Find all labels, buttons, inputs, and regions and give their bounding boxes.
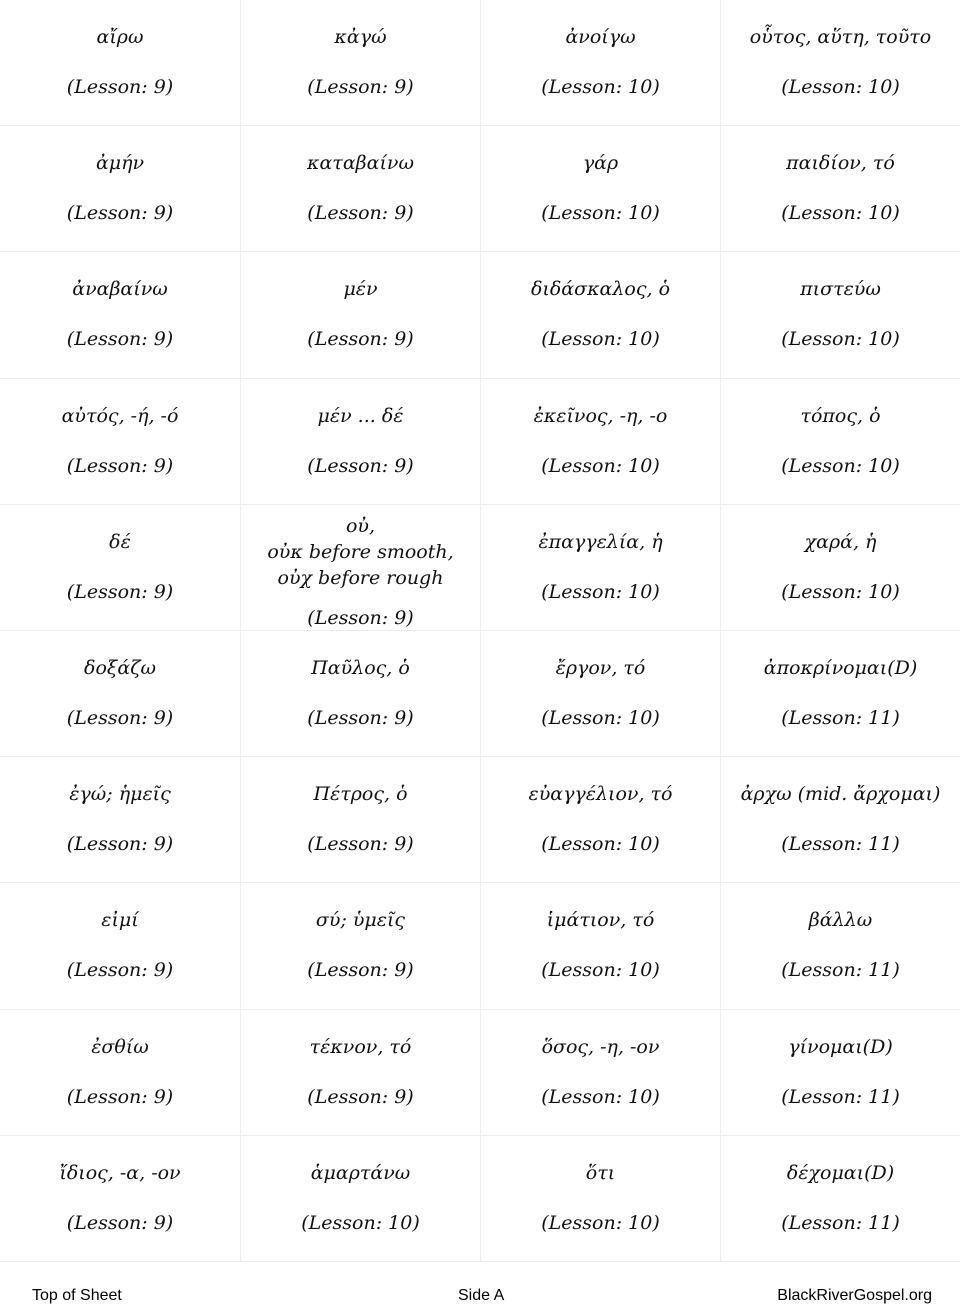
card-lesson: (Lesson: 9) — [66, 706, 174, 729]
flashcard — [481, 1010, 721, 1136]
flashcard — [721, 631, 960, 757]
card-lesson: (Lesson: 9) — [66, 202, 174, 225]
card-lesson: (Lesson: 11) — [781, 1211, 900, 1234]
card-term: ὅσος, -η, -ον — [541, 1035, 660, 1058]
flashcard — [481, 0, 721, 126]
flashcard — [721, 1136, 960, 1262]
flashcard — [241, 631, 481, 757]
flashcard — [241, 1136, 481, 1262]
flashcard — [0, 631, 241, 757]
card-lesson: (Lesson: 9) — [307, 959, 414, 982]
flashcard — [721, 505, 960, 631]
card-term: αὐτός, -ή, -ό — [61, 404, 179, 427]
card-term: μέν ... δέ — [317, 404, 404, 427]
card-lesson: (Lesson: 9) — [66, 959, 174, 982]
card-lesson: (Lesson: 10) — [781, 202, 900, 225]
footer-sheet-position: Top of Sheet — [32, 1287, 122, 1304]
card-lesson: (Lesson: 10) — [541, 706, 660, 729]
card-lesson: (Lesson: 9) — [307, 202, 414, 225]
card-term: ἐπαγγελία, ἡ — [538, 530, 663, 553]
card-lesson: (Lesson: 10) — [541, 833, 660, 856]
flashcard — [241, 1010, 481, 1136]
card-lesson: (Lesson: 9) — [66, 580, 174, 603]
card-term: οὐ, οὐκ before smooth, οὐχ before rough — [267, 514, 454, 589]
card-term: ἱμάτιον, τό — [546, 909, 655, 932]
card-lesson: (Lesson: 9) — [307, 76, 414, 98]
footer-side-label: Side A — [458, 1287, 505, 1304]
card-lesson: (Lesson: 9) — [66, 328, 174, 351]
card-term: μέν — [343, 278, 378, 301]
card-term: ἀρχω (mid. ἄρχομαι) — [740, 783, 941, 806]
flashcard — [721, 757, 960, 883]
card-lesson: (Lesson: 10) — [541, 1085, 660, 1108]
card-term: γίνομαι(D) — [788, 1035, 893, 1058]
card-lesson: (Lesson: 9) — [307, 606, 414, 629]
card-lesson: (Lesson: 11) — [781, 1085, 900, 1108]
card-term: ἐσθίω — [91, 1035, 149, 1058]
card-term: παιδίον, τό — [786, 152, 895, 175]
flashcard — [0, 883, 241, 1009]
footer-site-name: BlackRiverGospel.org — [777, 1287, 932, 1304]
card-term: αἴρω — [96, 26, 144, 48]
card-term: ἔργον, τό — [555, 656, 646, 679]
flashcard — [0, 1136, 241, 1262]
flashcard — [721, 379, 960, 505]
flashcard — [241, 0, 481, 126]
flashcard — [0, 757, 241, 883]
flashcard — [481, 631, 721, 757]
card-term: δοξάζω — [84, 656, 156, 679]
card-lesson: (Lesson: 10) — [541, 202, 660, 225]
flashcard — [241, 126, 481, 252]
flashcard — [0, 505, 241, 631]
flashcard — [241, 883, 481, 1009]
flashcard — [481, 126, 721, 252]
card-term: γάρ — [582, 152, 619, 175]
card-term: δέ — [109, 530, 131, 553]
flashcard — [0, 126, 241, 252]
card-term: ἀναβαίνω — [72, 278, 168, 301]
card-term: Παῦλος, ὁ — [311, 656, 410, 679]
card-term: οὗτος, αὕτη, τοῦτο — [749, 26, 932, 48]
flashcard — [481, 757, 721, 883]
card-term: Πέτρος, ὁ — [313, 783, 408, 806]
flashcard — [481, 379, 721, 505]
flashcard — [0, 252, 241, 378]
card-lesson: (Lesson: 9) — [307, 454, 414, 477]
flashcard — [241, 379, 481, 505]
flashcard — [481, 883, 721, 1009]
card-term: τέκνον, τό — [309, 1035, 412, 1058]
flashcard — [481, 252, 721, 378]
card-lesson: (Lesson: 9) — [66, 833, 174, 856]
card-lesson: (Lesson: 11) — [781, 706, 900, 729]
card-lesson: (Lesson: 9) — [66, 454, 174, 477]
card-term: εἰμί — [101, 909, 139, 932]
flashcard — [721, 883, 960, 1009]
card-term: ἀμήν — [95, 152, 145, 175]
card-term: εὐαγγέλιον, τό — [528, 783, 673, 806]
flashcard — [481, 1136, 721, 1262]
card-lesson: (Lesson: 9) — [307, 328, 414, 351]
card-lesson: (Lesson: 9) — [307, 1085, 414, 1108]
card-lesson: (Lesson: 10) — [541, 454, 660, 477]
card-term: ὅτι — [585, 1161, 616, 1184]
flashcard — [721, 0, 960, 126]
card-term: βάλλω — [808, 909, 873, 932]
card-term: τόπος, ὁ — [800, 404, 881, 427]
card-lesson: (Lesson: 10) — [541, 580, 660, 603]
flashcard — [241, 505, 481, 631]
card-lesson: (Lesson: 10) — [301, 1211, 420, 1234]
card-term: ἐκεῖνος, -η, -ο — [533, 404, 668, 427]
card-term: ἀποκρίνομαι(D) — [763, 656, 918, 679]
flashcard — [721, 1010, 960, 1136]
card-lesson: (Lesson: 9) — [307, 706, 414, 729]
card-term: ἀνοίγω — [565, 26, 636, 48]
card-term: ἴδιος, -α, -ον — [59, 1161, 181, 1184]
card-lesson: (Lesson: 10) — [541, 1211, 660, 1234]
card-lesson: (Lesson: 9) — [66, 1211, 174, 1234]
card-term: χαρά, ἡ — [804, 530, 877, 553]
card-lesson: (Lesson: 11) — [781, 959, 900, 982]
card-term: πιστεύω — [800, 278, 881, 301]
card-term: κἀγώ — [334, 26, 387, 48]
card-lesson: (Lesson: 9) — [66, 76, 174, 98]
card-term: καταβαίνω — [307, 152, 414, 175]
card-lesson: (Lesson: 10) — [781, 76, 900, 98]
flashcard — [241, 252, 481, 378]
card-term: διδάσκαλος, ὁ — [530, 278, 671, 301]
card-lesson: (Lesson: 10) — [541, 959, 660, 982]
card-lesson: (Lesson: 10) — [541, 328, 660, 351]
card-term: σύ; ὑμεῖς — [315, 909, 406, 932]
flashcard — [721, 126, 960, 252]
flashcard — [0, 379, 241, 505]
card-term: δέχομαι(D) — [786, 1161, 895, 1184]
flashcard — [0, 1010, 241, 1136]
card-lesson: (Lesson: 9) — [307, 833, 414, 856]
flashcard — [721, 252, 960, 378]
card-lesson: (Lesson: 9) — [66, 1085, 174, 1108]
card-lesson: (Lesson: 10) — [781, 580, 900, 603]
page-footer — [0, 1283, 960, 1307]
card-lesson: (Lesson: 10) — [781, 454, 900, 477]
flashcard — [241, 757, 481, 883]
flashcard — [0, 0, 241, 126]
card-term: ἐγώ; ἡμεῖς — [69, 783, 171, 806]
card-term: ἁμαρτάνω — [310, 1161, 411, 1184]
flashcard — [481, 505, 721, 631]
card-lesson: (Lesson: 11) — [781, 833, 900, 856]
card-lesson: (Lesson: 10) — [541, 76, 660, 98]
card-lesson: (Lesson: 10) — [781, 328, 900, 351]
